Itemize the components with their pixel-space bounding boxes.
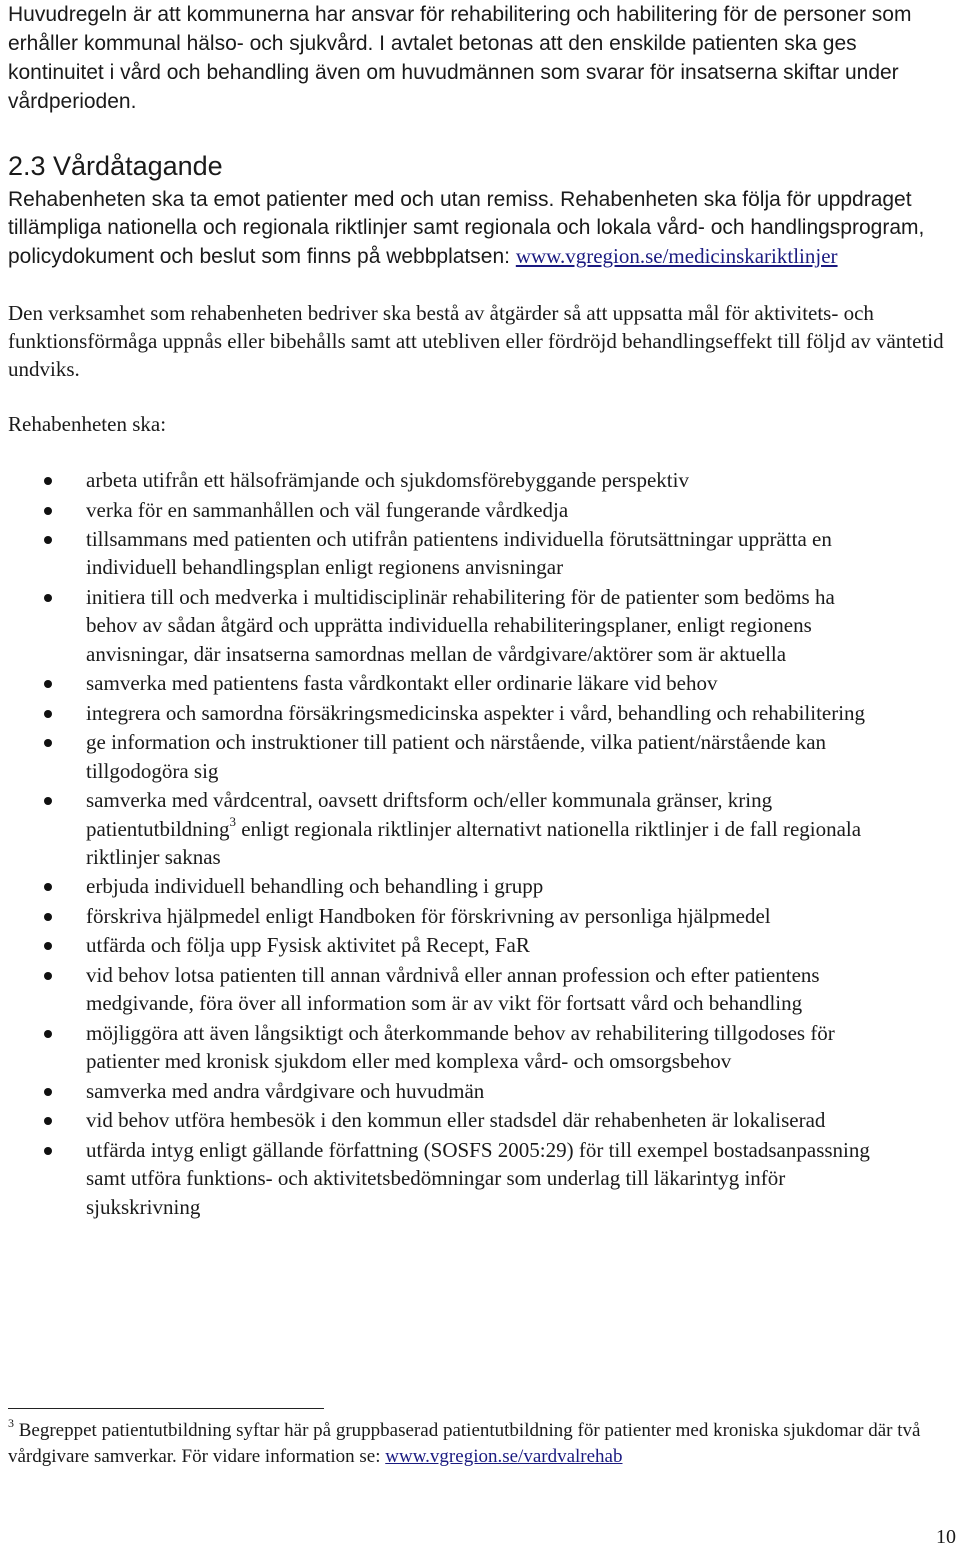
bullet-icon	[44, 797, 52, 805]
bullet-icon	[44, 536, 52, 544]
bullet-icon	[44, 913, 52, 921]
bullet-icon	[44, 942, 52, 950]
list-item-text: arbeta utifrån ett hälsofrämjande och sjukdomsförebyggande perspektiv	[86, 468, 689, 492]
footnote	[8, 1415, 938, 1470]
bullet-icon	[44, 594, 52, 602]
list-item-text: ge information och instruktioner till patient och närstående, vilka patient/närstående kan tillgodogöra sig	[86, 730, 827, 783]
list-item-text: verka för en sammanhållen och väl fungerande vårdkedja	[86, 497, 569, 522]
bullet-icon	[44, 710, 52, 718]
guidelines-link[interactable]: www.vgregion.se/medicinskariktlinjer	[515, 244, 838, 268]
bullet-icon	[44, 883, 52, 891]
list-item-text: integrera och samordna försäkringsmedicinska aspekter i vård, behandling och rehabilitering	[86, 700, 866, 725]
section-paragraph-2: Den verksamhet som rehabenheten bedriver ska bestå av åtgärder så att uppsatta mål för aktivitets- och funktionsförmåga uppnås eller bibehålls samt att utebliven eller fördröjd behandlingseffekt till följd av väntetid undviks.	[8, 301, 944, 381]
footnote-number: 3	[8, 1415, 14, 1430]
list-item	[0, 1019, 960, 1076]
page-number: 10	[936, 1526, 956, 1548]
vardval-link[interactable]: www.vgregion.se/vardvalrehab	[385, 1446, 623, 1467]
list-item	[0, 1106, 960, 1134]
list-item-text: samverka med vårdcentral, oavsett driftsform och/eller kommunala gränser, kring patientutbildning	[86, 788, 773, 841]
list-item	[0, 786, 960, 871]
intro-paragraph: Huvudregeln är att kommunerna har ansvar för rehabilitering och habilitering för de personer som erhåller kommunal hälso- och sjukvård. I avtalet betonas att den enskilde patienten ska ges kontinuitet i vård och behandling även om huvudmännen som svarar för insatserna skiftar under vårdperioden.	[8, 3, 912, 113]
section-paragraph-1-text: Rehabenheten ska ta emot patienter med och utan remiss. Rehabenheten ska följa för uppdraget tillämpliga nationella och regionala riktlinjer samt regionala och lokala vård- och handlingsprogram, policydokument och beslut som finns på webbplatsen:	[8, 188, 925, 268]
footnote-text: Begreppet patientutbildning syftar här på gruppbaserad patientutbildning för patienter med kroniska sjukdomar där två vårdgivare samverkar. För vidare information se:	[8, 1420, 921, 1467]
list-item-text: förskriva hjälpmedel enligt Handboken för förskrivning av personliga hjälpmedel	[86, 903, 771, 928]
list-item-text: möjliggöra att även långsiktigt och återkommande behov av rehabilitering tillgodoses för patienter med kronisk sjukdom eller med komplexa vård- och omsorgsbehov	[86, 1020, 835, 1074]
list-item-text-continued: enligt regionala riktlinjer alternativt nationella riktlinjer i de fall regionala riktlinjer saknas	[86, 816, 862, 869]
list-item	[0, 902, 960, 930]
list-item	[0, 961, 960, 1018]
list-item	[0, 496, 960, 524]
list-item	[0, 525, 960, 582]
footnote-reference: 3	[229, 813, 236, 829]
bullet-icon	[44, 739, 52, 747]
bullet-icon	[44, 477, 52, 485]
list-item	[0, 583, 960, 668]
list-item-text: samverka med andra vårdgivare och huvudmän	[86, 1078, 485, 1103]
list-item	[0, 1136, 960, 1221]
list-item-text: utfärda och följa upp Fysisk aktivitet på Recept, FaR	[86, 933, 530, 958]
list-item-text: vid behov lotsa patienten till annan vårdnivå eller annan profession och efter patientens medgivande, föra över all information som är av vikt för fortsatt vård och behandling	[86, 962, 820, 1016]
list-item	[0, 699, 960, 727]
bullet-icon	[44, 680, 52, 688]
section-heading: 2.3 Vårdåtagande	[8, 151, 223, 181]
responsibility-list	[0, 466, 960, 1222]
section-paragraph-1	[8, 186, 953, 271]
list-item-text: initiera till och medverka i multidisciplinär rehabilitering för de patienter som bedöms ha behov av sådan åtgärd och upprätta individuella rehabiliteringsplaner, enligt regionens anvisningar, där insatserna samordnas mellan de vårdgivare/aktörer som är aktuella	[86, 584, 835, 666]
list-item	[0, 1077, 960, 1105]
list-lead: Rehabenheten ska:	[8, 412, 167, 436]
bullet-icon	[44, 972, 52, 980]
list-item-text: samverka med patientens fasta vårdkontakt eller ordinarie läkare vid behov	[86, 671, 718, 696]
list-item-text: utfärda intyg enligt gällande författning (SOSFS 2005:29) för till exempel bostadsanpassning samt utföra funktions- och aktivitetsbedömningar som underlag till läkarintyg inför sjukskrivning	[86, 1137, 870, 1219]
bullet-icon	[44, 1030, 52, 1038]
list-item-text: vid behov utföra hembesök i den kommun eller stadsdel där rehabenheten är lokaliserad	[86, 1108, 826, 1133]
list-item	[0, 728, 960, 785]
bullet-icon	[44, 1147, 52, 1155]
list-item-text: tillsammans med patienten och utifrån patientens individuella förutsättningar upprätta en individuell behandlingsplan enligt regionens anvisningar	[86, 527, 832, 580]
bullet-icon	[44, 1117, 52, 1125]
footnote-divider	[8, 1408, 324, 1409]
list-item-text: erbjuda individuell behandling och behandling i grupp	[86, 874, 544, 899]
list-item	[0, 931, 960, 959]
bullet-icon	[44, 1088, 52, 1096]
list-item	[0, 669, 960, 697]
list-item	[0, 466, 960, 494]
bullet-icon	[44, 507, 52, 515]
list-item	[0, 872, 960, 900]
